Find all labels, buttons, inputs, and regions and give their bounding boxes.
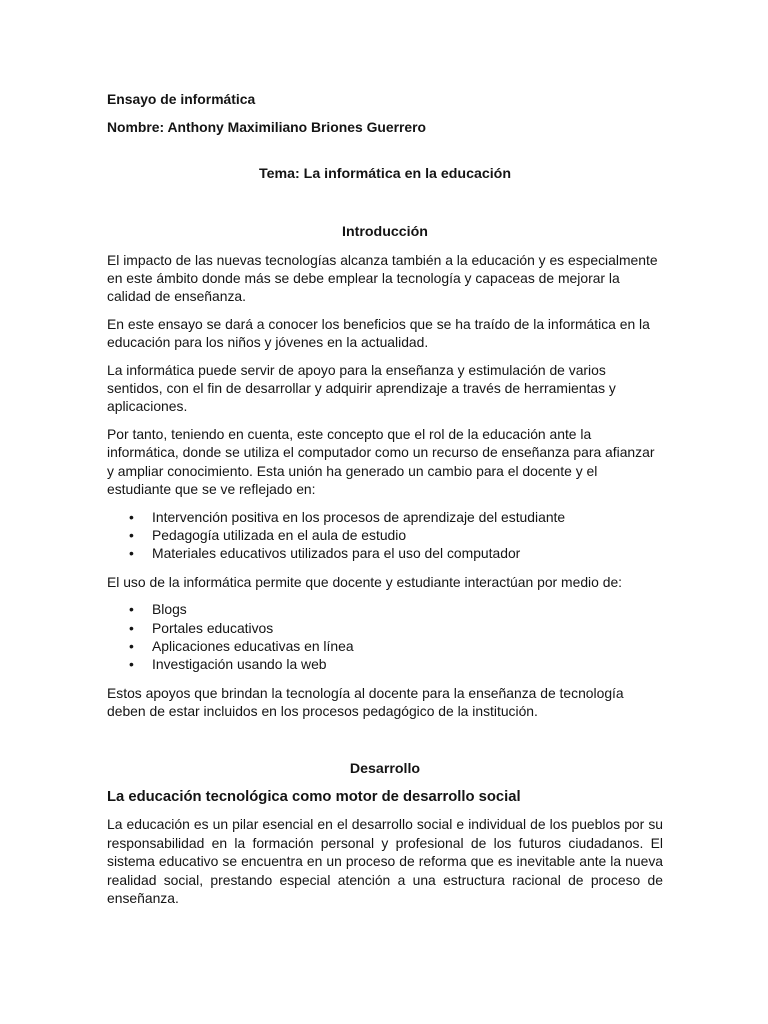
development-paragraph: La educación es un pilar esencial en el desarrollo social e individual de los pueblos por su responsabilidad en la formación personal y profesional de los futuros ciudadanos. El sistema educativo se encuentra en un proceso de reforma que es inevitable ante la nueva realidad social, prestando especial atención a una estructura racional de proceso de enseñanza. [107, 816, 663, 906]
essay-label: Ensayo de informática [107, 91, 256, 107]
impact-list [107, 508, 663, 563]
bullet-icon: • [129, 637, 134, 654]
list-item-text: Materiales educativos utilizados para el uso del computador [152, 545, 521, 562]
list-item [107, 508, 663, 526]
list-item-text: Pedagogía utilizada en el aula de estudio [152, 526, 407, 543]
list-item [107, 600, 663, 618]
intro-paragraph-2: En este ensayo se dará a conocer los beneficios que se ha traído de la informática en la educación para los niños y jóvenes en la actualidad. [107, 315, 650, 351]
list-item [107, 526, 663, 544]
list-item [107, 655, 663, 673]
bullet-icon: • [129, 508, 134, 525]
list-item [107, 637, 663, 655]
list-item-text: Investigación usando la web [152, 656, 327, 673]
development-heading: Desarrollo [349, 760, 421, 777]
interaction-list [107, 600, 663, 674]
bullet-icon: • [129, 545, 134, 562]
document-body [107, 90, 663, 907]
bullet-icon: • [129, 656, 134, 673]
intro-paragraph-4: Por tanto, teniendo en cuenta, este concepto que el rol de la educación ante la informática, donde se utiliza el computador como un recurso de enseñanza para afianzar y ampliar conocimiento. Esta unión ha generado un cambio para el docente y el estudiante que se ve reflejado en: [107, 425, 655, 498]
list-item-text: Aplicaciones educativas en línea [152, 637, 354, 654]
list-item-text: Portales educativos [152, 619, 274, 636]
list-item-text: Blogs [152, 601, 187, 618]
interaction-paragraph: El uso de la informática permite que docente y estudiante interactúan por medio de: [107, 573, 623, 590]
development-subheading: La educación tecnológica como motor de desarrollo social [107, 788, 521, 805]
intro-paragraph-1: El impacto de las nuevas tecnologías alcanza también a la educación y es especialmente en este ámbito donde más se debe emplear la tecnología y capaceas de mejorar la calidad de enseñanza. [107, 251, 658, 305]
list-item-text: Intervención positiva en los procesos de aprendizaje del estudiante [152, 508, 566, 525]
essay-topic: Tema: La informática en la educación [258, 165, 512, 182]
bullet-icon: • [129, 526, 134, 543]
list-item [107, 619, 663, 637]
intro-closing-paragraph: Estos apoyos que brindan la tecnología al docente para la enseñanza de tecnología deben de estar incluidos en los procesos pedagógico de la institución. [107, 684, 624, 720]
bullet-icon: • [129, 619, 134, 636]
intro-paragraph-3: La informática puede servir de apoyo para la enseñanza y estimulación de varios sentidos, con el fin de desarrollar y adquirir aprendizaje a través de herramientas y aplicaciones. [107, 361, 616, 415]
list-item [107, 544, 663, 562]
author-name: Nombre: Anthony Maximiliano Briones Guerrero [107, 119, 427, 136]
bullet-icon: • [129, 601, 134, 618]
introduction-heading: Introducción [342, 224, 428, 241]
